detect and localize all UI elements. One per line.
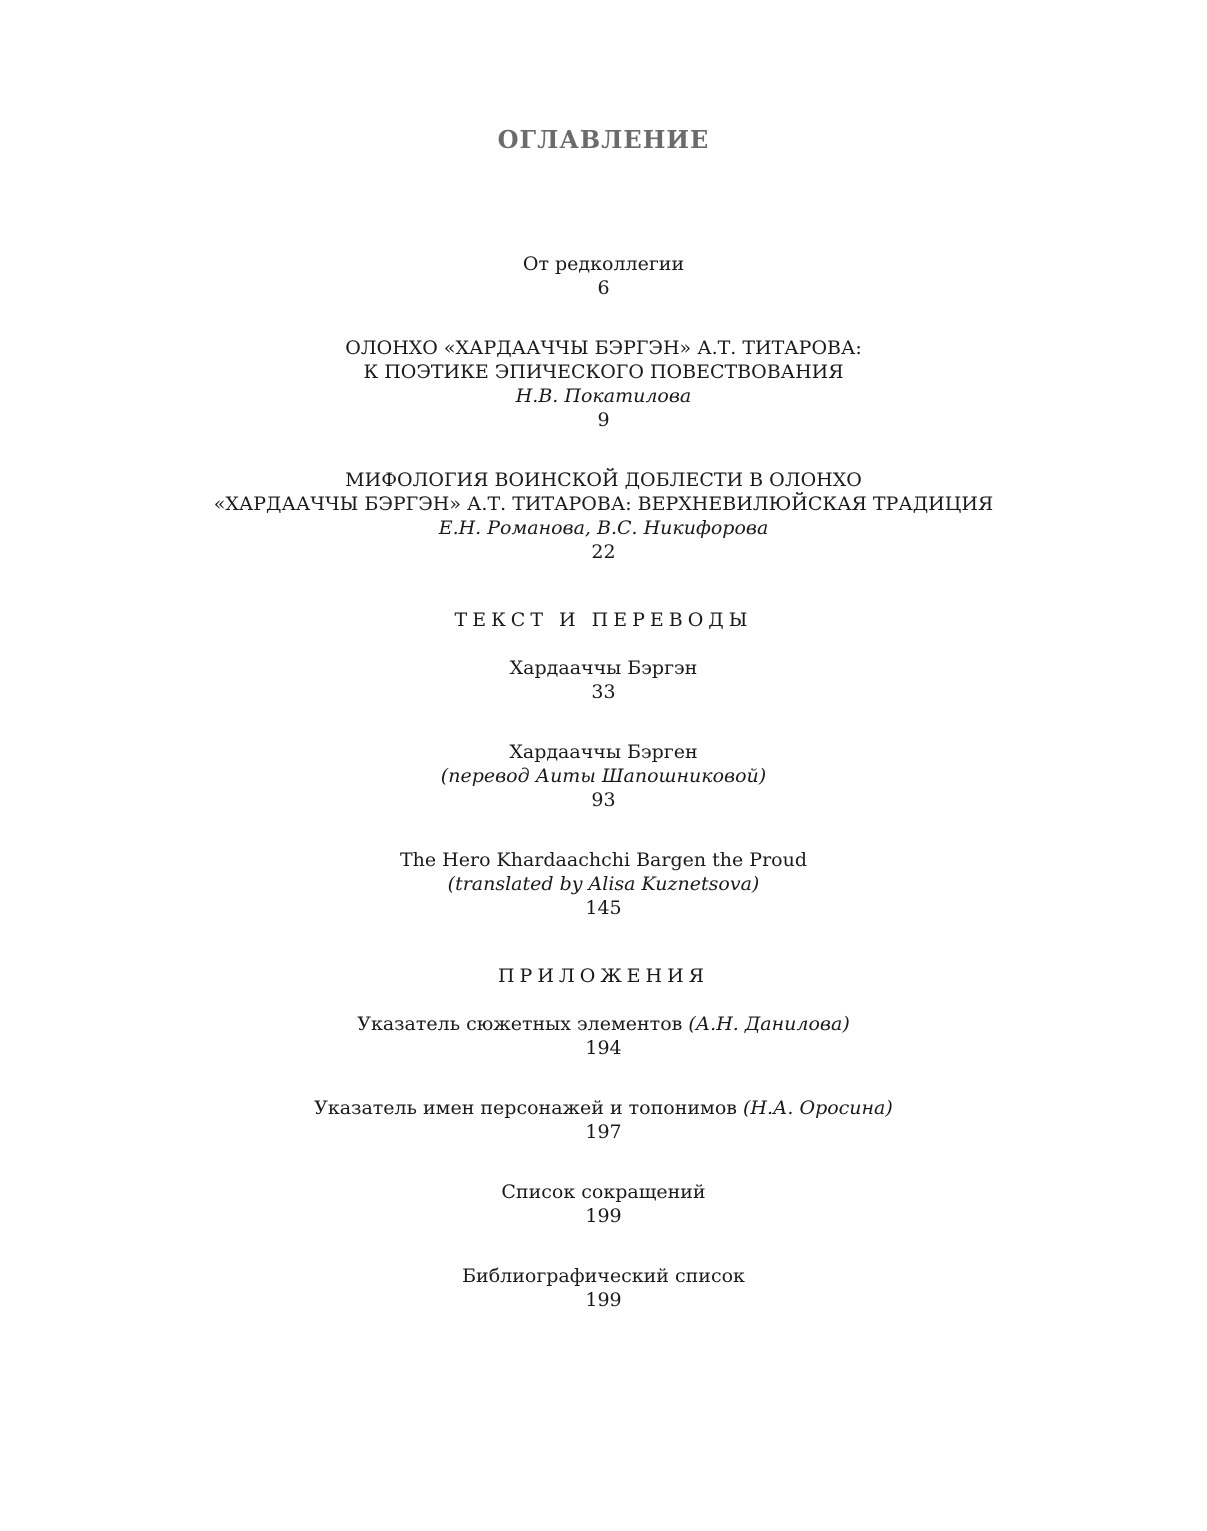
toc-entry-pokatilova[interactable] — [0, 336, 1207, 432]
toc-entry-abbreviations[interactable] — [0, 1180, 1207, 1228]
entry-page-number: 194 — [585, 1037, 622, 1059]
entry-page-number: 93 — [591, 789, 616, 811]
entry-author: Н.В. Покатилова — [515, 385, 692, 407]
entry-title-line — [0, 1096, 1207, 1120]
toc-entry-editorial[interactable] — [0, 252, 1207, 300]
toc-entry-plot-index[interactable] — [0, 1012, 1207, 1060]
toc-entry-russian-translation[interactable] — [0, 740, 1207, 812]
entry-page-number: 145 — [585, 897, 622, 919]
entry-title-line-2: «ХАРДААЧЧЫ БЭРГЭН» А.Т. ТИТАРОВА: ВЕРХНЕВИЛЮЙСКАЯ ТРАДИЦИЯ — [213, 493, 994, 515]
page-title: ОГЛАВЛЕНИЕ — [497, 125, 710, 154]
entry-title-line — [0, 1012, 1207, 1036]
entry-title-line-1: ОЛОНХО «ХАРДААЧЧЫ БЭРГЭН» А.Т. ТИТАРОВА: — [345, 337, 862, 359]
toc-entry-english-translation[interactable] — [0, 848, 1207, 920]
entry-page-number: 33 — [591, 681, 616, 703]
entry-translator-note: (перевод Аиты Шапошниковой) — [440, 765, 767, 787]
entry-title: Библиографический список — [462, 1265, 745, 1287]
entry-author: Е.Н. Романова, В.С. Никифорова — [438, 517, 769, 539]
entry-page-number: 199 — [585, 1205, 622, 1227]
entry-title: От редколлегии — [522, 253, 685, 275]
entry-page-number: 9 — [597, 409, 610, 431]
toc-entry-names-index[interactable] — [0, 1096, 1207, 1144]
entry-page-number: 6 — [597, 277, 610, 299]
entry-title: Хардааччы Бэрген — [509, 741, 698, 763]
entry-page-number: 199 — [585, 1289, 622, 1311]
entry-page-number: 197 — [585, 1121, 622, 1143]
entry-title: Хардааччы Бэргэн — [509, 657, 698, 679]
toc-entry-romanova[interactable] — [0, 468, 1207, 564]
entry-title-line-2: К ПОЭТИКЕ ЭПИЧЕСКОГО ПОВЕСТВОВАНИЯ — [363, 361, 844, 383]
entry-page-number: 22 — [591, 541, 616, 563]
entry-title-line-1: МИФОЛОГИЯ ВОИНСКОЙ ДОБЛЕСТИ В ОЛОНХО — [345, 469, 862, 491]
entry-author: (Н.А. Оросина) — [743, 1097, 893, 1119]
section-heading-texts: ТЕКСТ И ПЕРЕВОДЫ — [454, 609, 753, 631]
entry-translator-note: (translated by Alisa Kuznetsova) — [447, 873, 760, 895]
section-heading-appendices: ПРИЛОЖЕНИЯ — [497, 965, 710, 987]
toc-entry-khardaachchy-original[interactable] — [0, 656, 1207, 704]
entry-title: The Hero Khardaachchi Bargen the Proud — [399, 849, 807, 871]
entry-author: (А.Н. Данилова) — [688, 1013, 850, 1035]
entry-title: Указатель имен персонажей и топонимов — [314, 1097, 743, 1119]
entry-title: Список сокращений — [501, 1181, 706, 1203]
entry-title: Указатель сюжетных элементов — [357, 1013, 689, 1035]
toc-entry-bibliography[interactable] — [0, 1264, 1207, 1312]
